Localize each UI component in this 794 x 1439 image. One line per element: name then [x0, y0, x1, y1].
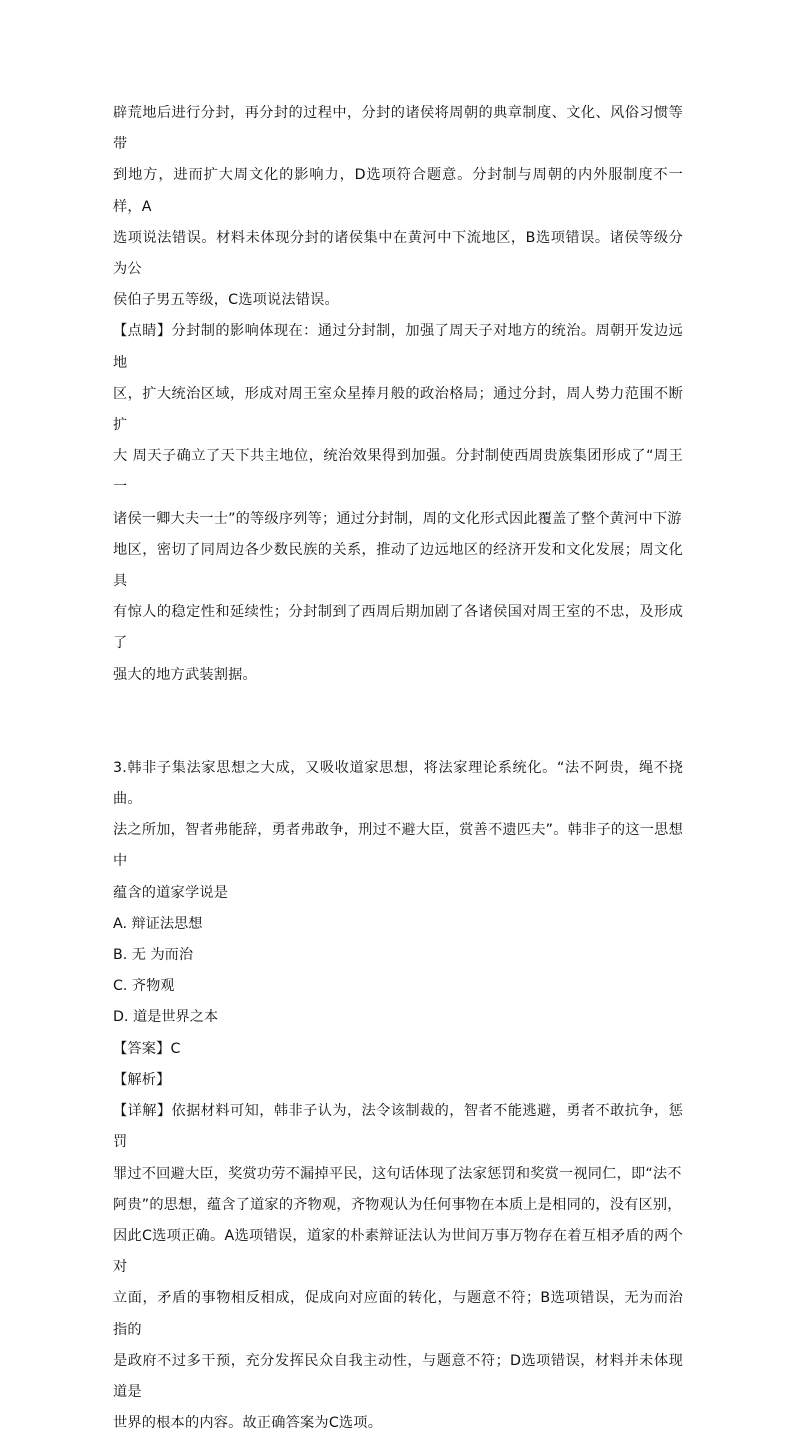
detail-line: 【详解】依据材料可知，韩非子认为，法令该制裁的，智者不能逃避，勇者不敢抗争，惩罚 — [113, 1103, 683, 1151]
analysis-heading: 【解析】 — [113, 1071, 171, 1088]
detail-line: 世界的根本的内容。故正确答案为C选项。 — [113, 1415, 383, 1432]
text-line: 【点睛】分封制的影响体现在：通过分封制，加强了周天子对地方的统治。周朝开发边远地 — [113, 323, 683, 371]
question-3 — [113, 753, 683, 1439]
dianjing-section — [113, 316, 683, 690]
detail-line: 立面，矛盾的事物相反相成，促成向对应面的转化，与题意不符；B选项错误，无为而治指的 — [113, 1290, 683, 1338]
answer-line: 【答案】C — [113, 1040, 181, 1057]
document-page — [113, 98, 683, 1439]
option-c: C. 齐物观 — [113, 978, 175, 995]
text-line: 地区，密切了同周边各少数民族的关系，推动了边远地区的经济开发和文化发展；周文化具 — [113, 541, 683, 590]
detail-line: 阿贵”的思想，蕴含了道家的齐物观，齐物观认为任何事物在本质上是相同的，没有区别， — [113, 1196, 682, 1213]
text-line: 侯伯子男五等级，C选项说法错误。 — [113, 292, 339, 309]
detail-line: 罪过不回避大臣，奖赏功劳不漏掉平民，这句话体现了法家惩罚和奖赏一视同仁，即“法不 — [113, 1165, 682, 1182]
detail-line: 是政府不过多干预，充分发挥民众自我主动性，与题意不符；D选项错误，材料并未体现道是 — [113, 1352, 683, 1400]
text-line: 大 周天子确立了天下共主地位，统治效果得到加强。分封制使西周贵族集团形成了“周王一 — [113, 448, 683, 496]
option-a: A. 辩证法思想 — [113, 915, 203, 932]
text-line: 到地方，进而扩大周文化的影响力，D选项符合题意。分封制与周朝的内外服制度不一样，A — [113, 167, 683, 215]
question-stem-line: 法之所加，智者弗能辞，勇者弗敢争，刑过不避大臣，赏善不遗匹夫”。韩非子的这一思想中 — [113, 822, 683, 870]
text-line: 区，扩大统治区域，形成对周王室众星捧月般的政治格局；通过分封，周人势力范围不断扩 — [113, 385, 683, 434]
text-line: 选项说法错误。材料未体现分封的诸侯集中在黄河中下流地区，B选项错误。诸侯等级分为公 — [113, 229, 683, 278]
option-d: D. 道是世界之本 — [113, 1009, 219, 1026]
detail-line: 因此C选项正确。A选项错误，道家的朴素辩证法认为世间万事万物存在着互相矛盾的两个对 — [113, 1227, 683, 1276]
text-line: 诸侯一卿大夫一士”的等级序列等；通过分封制，周的文化形式因此覆盖了整个黄河中下游 — [113, 510, 682, 527]
previous-explanation — [113, 98, 683, 316]
text-line: 有惊人的稳定性和延续性；分封制到了西周后期加剧了各诸侯国对周王室的不忠，及形成了 — [113, 604, 683, 652]
text-line: 强大的地方武装割据。 — [113, 666, 257, 683]
text-line: 辟荒地后进行分封，再分封的过程中，分封的诸侯将周朝的典章制度、文化、风俗习惯等带 — [113, 105, 683, 153]
question-stem-line: 蕴含的道家学说是 — [113, 884, 229, 901]
question-stem-line: 3.韩非子集法家思想之大成，又吸收道家思想，将法家理论系统化。“法不阿贵，绳不挠曲。 — [113, 759, 683, 808]
section-gap — [113, 691, 683, 753]
option-b: B. 无 为而治 — [113, 947, 194, 964]
